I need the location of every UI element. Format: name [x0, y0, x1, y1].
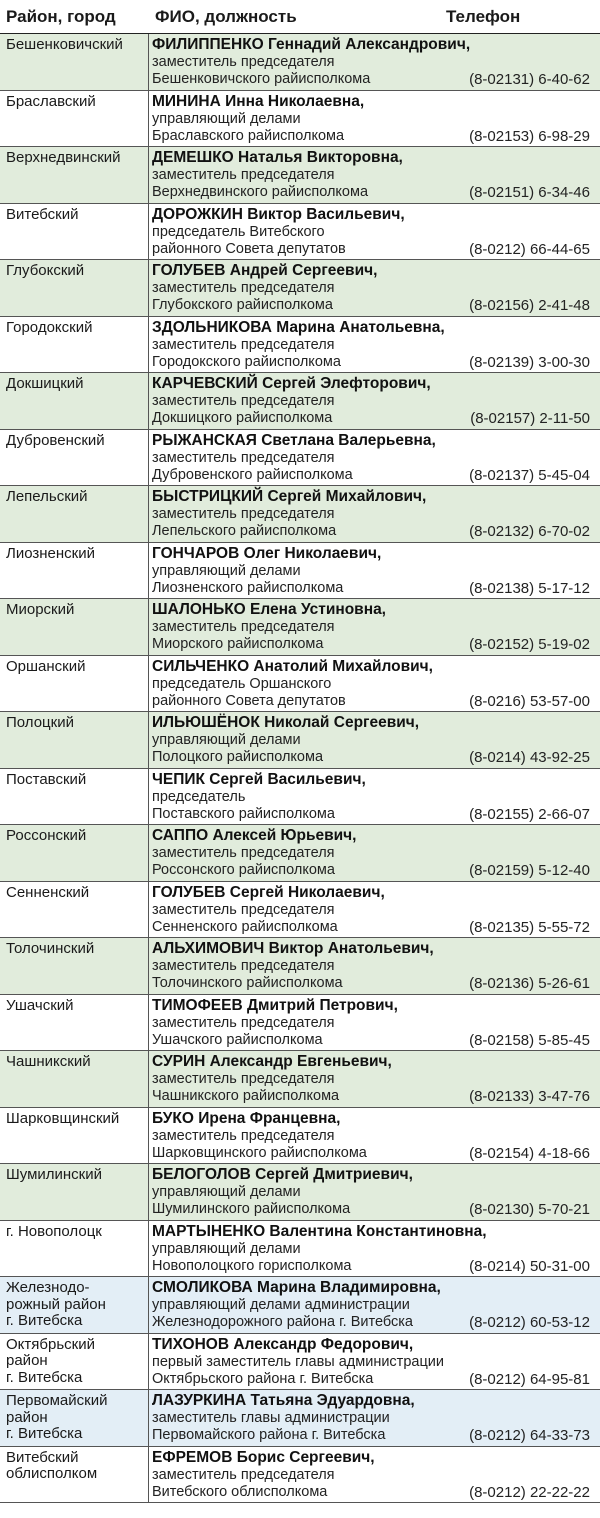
official-name: ДЕМЕШКО Наталья Викторовна, — [152, 149, 403, 166]
position-line-2: Чашникского райисполкома — [152, 1088, 340, 1104]
district-cell: Россонский — [6, 827, 87, 844]
table-row — [0, 1390, 600, 1447]
column-divider — [148, 1164, 149, 1220]
position-line-1: председатель Оршанского — [152, 675, 332, 692]
district-cell: Бешенковичский — [6, 36, 123, 53]
phone-number: (8-0212) 60-53-12 — [469, 1314, 590, 1331]
position-line-1: управляющий делами — [152, 732, 301, 748]
table-row — [0, 317, 600, 374]
table-row — [0, 204, 600, 261]
table-row — [0, 938, 600, 995]
position-line-2: районного Совета депутатов — [152, 240, 346, 257]
district-cell: Железнодо- рожный район г. Витебска — [6, 1279, 106, 1329]
district-cell: Шумилинский — [6, 1166, 103, 1183]
position-line-1: управляющий делами — [152, 562, 301, 579]
header-name: ФИО, должность — [155, 7, 297, 26]
position-line-1: заместитель председателя — [152, 1127, 335, 1144]
phone-number: (8-02132) 6-70-02 — [469, 523, 590, 540]
phone-number: (8-02152) 5-19-02 — [469, 636, 590, 653]
district-cell: Первомайский район г. Витебска — [6, 1392, 108, 1442]
column-divider — [148, 204, 149, 260]
table-row — [0, 599, 600, 656]
table-row — [0, 543, 600, 600]
district-cell: Поставский — [6, 770, 87, 788]
column-divider — [148, 599, 149, 655]
phone-number: (8-02137) 5-45-04 — [469, 466, 590, 484]
position-line-2: Витебского облисполкома — [152, 1483, 328, 1500]
phone-number: (8-02155) 2-66-07 — [469, 805, 590, 823]
column-divider — [148, 1051, 149, 1107]
column-divider — [148, 1447, 149, 1503]
official-name: ТИМОФЕЕВ Дмитрий Петрович, — [152, 996, 398, 1014]
district-cell: Городокский — [6, 318, 93, 336]
table-header — [0, 0, 600, 34]
position-line-2: Сенненского райисполкома — [152, 918, 338, 935]
phone-number: (8-0212) 22-22-22 — [469, 1483, 590, 1501]
header-phone: Телефон — [446, 7, 521, 26]
phone-number: (8-0212) 64-33-73 — [469, 1427, 590, 1444]
position-line-2: Браславского райисполкома — [152, 127, 345, 144]
phone-number: (8-02139) 3-00-30 — [469, 353, 590, 371]
position-line-1: управляющий делами — [152, 1240, 301, 1257]
position-line-1: заместитель председателя — [152, 901, 335, 918]
column-divider — [148, 769, 149, 825]
official-name: СИЛЬЧЕНКО Анатолий Михайлович, — [152, 657, 433, 675]
district-cell: Чашникский — [6, 1053, 91, 1070]
column-divider — [148, 34, 149, 90]
phone-number: (8-02135) 5-55-72 — [469, 918, 590, 936]
district-cell: Глубокский — [6, 262, 85, 279]
official-name: ГОНЧАРОВ Олег Николаевич, — [152, 544, 382, 562]
table-row — [0, 91, 600, 148]
district-cell: Толочинский — [6, 940, 95, 957]
position-line-1: управляющий делами — [152, 1184, 301, 1200]
district-cell: г. Новополоцк — [6, 1222, 102, 1240]
column-divider — [148, 1277, 149, 1333]
official-name: ЛАЗУРКИНА Татьяна Эдуардовна, — [152, 1392, 415, 1409]
column-divider — [148, 825, 149, 881]
column-divider — [148, 1334, 149, 1390]
position-line-1: заместитель председателя — [152, 336, 335, 353]
district-cell: Полоцкий — [6, 714, 74, 731]
official-name: ЗДОЛЬНИКОВА Марина Анатольевна, — [152, 318, 445, 336]
column-divider — [148, 91, 149, 147]
district-cell: Ушачский — [6, 996, 74, 1014]
phone-number: (8-02156) 2-41-48 — [469, 297, 590, 314]
phone-number: (8-02133) 3-47-76 — [469, 1088, 590, 1105]
column-divider — [148, 656, 149, 712]
column-divider — [148, 260, 149, 316]
position-line-1: председатель Витебского — [152, 223, 325, 240]
position-line-1: управляющий делами — [152, 110, 301, 127]
table-row — [0, 995, 600, 1052]
column-divider — [148, 373, 149, 429]
position-line-2: Ушачского райисполкома — [152, 1031, 323, 1048]
district-cell: Витебский облисполком — [6, 1448, 98, 1482]
column-divider — [148, 1221, 149, 1277]
official-name: АЛЬХИМОВИЧ Виктор Анатольевич, — [152, 940, 434, 957]
column-divider — [148, 712, 149, 768]
position-line-2: Миорского райисполкома — [152, 636, 324, 652]
table-row — [0, 1051, 600, 1108]
phone-number: (8-02151) 6-34-46 — [469, 184, 590, 201]
table-row — [0, 656, 600, 713]
column-divider — [148, 882, 149, 938]
phone-number: (8-0212) 64-95-81 — [469, 1370, 590, 1388]
position-line-1: заместитель председателя — [152, 506, 335, 522]
position-line-2: Октябрьского района г. Витебска — [152, 1370, 374, 1387]
official-name: БЫСТРИЦКИЙ Сергей Михайлович, — [152, 488, 427, 505]
table-row — [0, 1334, 600, 1391]
official-name: КАРЧЕВСКИЙ Сергей Элефторович, — [152, 375, 431, 392]
position-line-1: заместитель председателя — [152, 619, 335, 635]
official-name: ЧЕПИК Сергей Васильевич, — [152, 770, 366, 788]
column-divider — [148, 543, 149, 599]
column-divider — [148, 1108, 149, 1164]
table-row — [0, 882, 600, 939]
position-line-1: заместитель председателя — [152, 393, 335, 409]
table-row — [0, 769, 600, 826]
phone-number: (8-02154) 4-18-66 — [469, 1144, 590, 1162]
position-line-2: Верхнедвинского райисполкома — [152, 184, 369, 200]
position-line-1: заместитель председателя — [152, 1071, 335, 1087]
table-row — [0, 825, 600, 882]
table-row — [0, 1277, 600, 1334]
official-name: ГОЛУБЕВ Сергей Николаевич, — [152, 883, 385, 901]
table-row — [0, 34, 600, 91]
official-name: СУРИН Александр Евгеньевич, — [152, 1053, 392, 1070]
column-divider — [148, 486, 149, 542]
phone-number: (8-02153) 6-98-29 — [469, 127, 590, 145]
table-row — [0, 1447, 600, 1504]
position-line-2: Поставского райисполкома — [152, 805, 335, 822]
position-line-2: Толочинского райисполкома — [152, 975, 343, 991]
position-line-2: Дубровенского райисполкома — [152, 466, 353, 483]
phone-number: (8-0214) 43-92-25 — [469, 749, 590, 766]
district-cell: Лепельский — [6, 488, 88, 505]
district-cell: Шарковщинский — [6, 1109, 120, 1127]
district-cell: Оршанский — [6, 657, 86, 675]
official-name: СМОЛИКОВА Марина Владимировна, — [152, 1279, 441, 1296]
phone-number: (8-02138) 5-17-12 — [469, 579, 590, 597]
official-name: РЫЖАНСКАЯ Светлана Валерьевна, — [152, 431, 436, 449]
position-line-1: заместитель главы администрации — [152, 1410, 390, 1426]
position-line-1: председатель — [152, 788, 246, 805]
position-line-2: Первомайского района г. Витебска — [152, 1427, 386, 1443]
header-district: Район, город — [6, 7, 116, 26]
district-cell: Верхнедвинский — [6, 149, 121, 166]
official-name: МИНИНА Инна Николаевна, — [152, 92, 365, 110]
table-row — [0, 1108, 600, 1165]
position-line-1: заместитель председателя — [152, 845, 335, 861]
table-row — [0, 1164, 600, 1221]
official-name: ШАЛОНЬКО Елена Устиновна, — [152, 601, 386, 618]
official-name: ГОЛУБЕВ Андрей Сергеевич, — [152, 262, 378, 279]
district-cell: Сенненский — [6, 883, 90, 901]
position-line-2: Россонского райисполкома — [152, 862, 335, 878]
official-name: ДОРОЖКИН Виктор Васильевич, — [152, 205, 405, 223]
position-line-1: заместитель председателя — [152, 1014, 335, 1031]
phone-number: (8-02158) 5-85-45 — [469, 1031, 590, 1049]
position-line-1: управляющий делами администрации — [152, 1297, 410, 1313]
position-line-1: заместитель председателя — [152, 54, 335, 70]
table-row — [0, 1221, 600, 1278]
column-divider — [148, 430, 149, 486]
position-line-2: Лепельского райисполкома — [152, 523, 337, 539]
official-name: САППО Алексей Юрьевич, — [152, 827, 357, 844]
district-cell: Миорский — [6, 601, 75, 618]
position-line-1: заместитель председателя — [152, 958, 335, 974]
column-divider — [148, 1390, 149, 1446]
position-line-2: Лиозненского райисполкома — [152, 579, 344, 596]
phone-number: (8-02130) 5-70-21 — [469, 1201, 590, 1218]
official-name: БУКО Ирена Францевна, — [152, 1109, 341, 1127]
column-divider — [148, 147, 149, 203]
phone-number: (8-02136) 5-26-61 — [469, 975, 590, 992]
position-line-1: заместитель председателя — [152, 280, 335, 296]
position-line-2: районного Совета депутатов — [152, 692, 346, 709]
position-line-1: заместитель председателя — [152, 1466, 335, 1483]
district-cell: Дубровенский — [6, 431, 105, 449]
district-cell: Лиозненский — [6, 544, 96, 562]
phone-number: (8-02131) 6-40-62 — [469, 71, 590, 88]
phone-number: (8-0214) 50-31-00 — [469, 1257, 590, 1275]
table-row — [0, 712, 600, 769]
column-divider — [148, 938, 149, 994]
official-name: ТИХОНОВ Александр Федорович, — [152, 1335, 414, 1353]
position-line-2: Докшицкого райисполкома — [152, 410, 333, 426]
position-line-2: Полоцкого райисполкома — [152, 749, 324, 765]
column-divider — [148, 995, 149, 1051]
official-name: БЕЛОГОЛОВ Сергей Дмитриевич, — [152, 1166, 413, 1183]
column-divider — [148, 317, 149, 373]
district-cell: Октябрьский район г. Витебска — [6, 1335, 95, 1386]
table-row — [0, 430, 600, 487]
official-name: ЕФРЕМОВ Борис Сергеевич, — [152, 1448, 375, 1466]
table-row — [0, 260, 600, 317]
district-cell: Докшицкий — [6, 375, 84, 392]
position-line-2: Бешенковичского райисполкома — [152, 71, 371, 87]
official-name: ИЛЬЮШЁНОК Николай Сергеевич, — [152, 714, 420, 731]
table-row — [0, 486, 600, 543]
position-line-2: Новополоцкого горисполкома — [152, 1257, 352, 1274]
phone-number: (8-02159) 5-12-40 — [469, 862, 590, 879]
position-line-1: заместитель председателя — [152, 449, 335, 466]
position-line-2: Шумилинского райисполкома — [152, 1201, 351, 1217]
position-line-1: заместитель председателя — [152, 167, 335, 183]
phone-number: (8-0216) 53-57-00 — [469, 692, 590, 710]
position-line-2: Шарковщинского райисполкома — [152, 1144, 367, 1161]
table-row — [0, 147, 600, 204]
official-name: МАРТЫНЕНКО Валентина Константиновна, — [152, 1222, 487, 1240]
position-line-2: Железнодорожного района г. Витебска — [152, 1314, 413, 1330]
table-row — [0, 373, 600, 430]
position-line-2: Глубокского райисполкома — [152, 297, 333, 313]
phone-number: (8-02157) 2-11-50 — [470, 410, 590, 427]
district-cell: Браславский — [6, 92, 96, 110]
district-cell: Витебский — [6, 205, 79, 223]
position-line-1: первый заместитель главы администрации — [152, 1353, 444, 1370]
official-name: ФИЛИППЕНКО Геннадий Александрович, — [152, 36, 471, 53]
position-line-2: Городокского райисполкома — [152, 353, 341, 370]
phone-number: (8-0212) 66-44-65 — [469, 240, 590, 258]
